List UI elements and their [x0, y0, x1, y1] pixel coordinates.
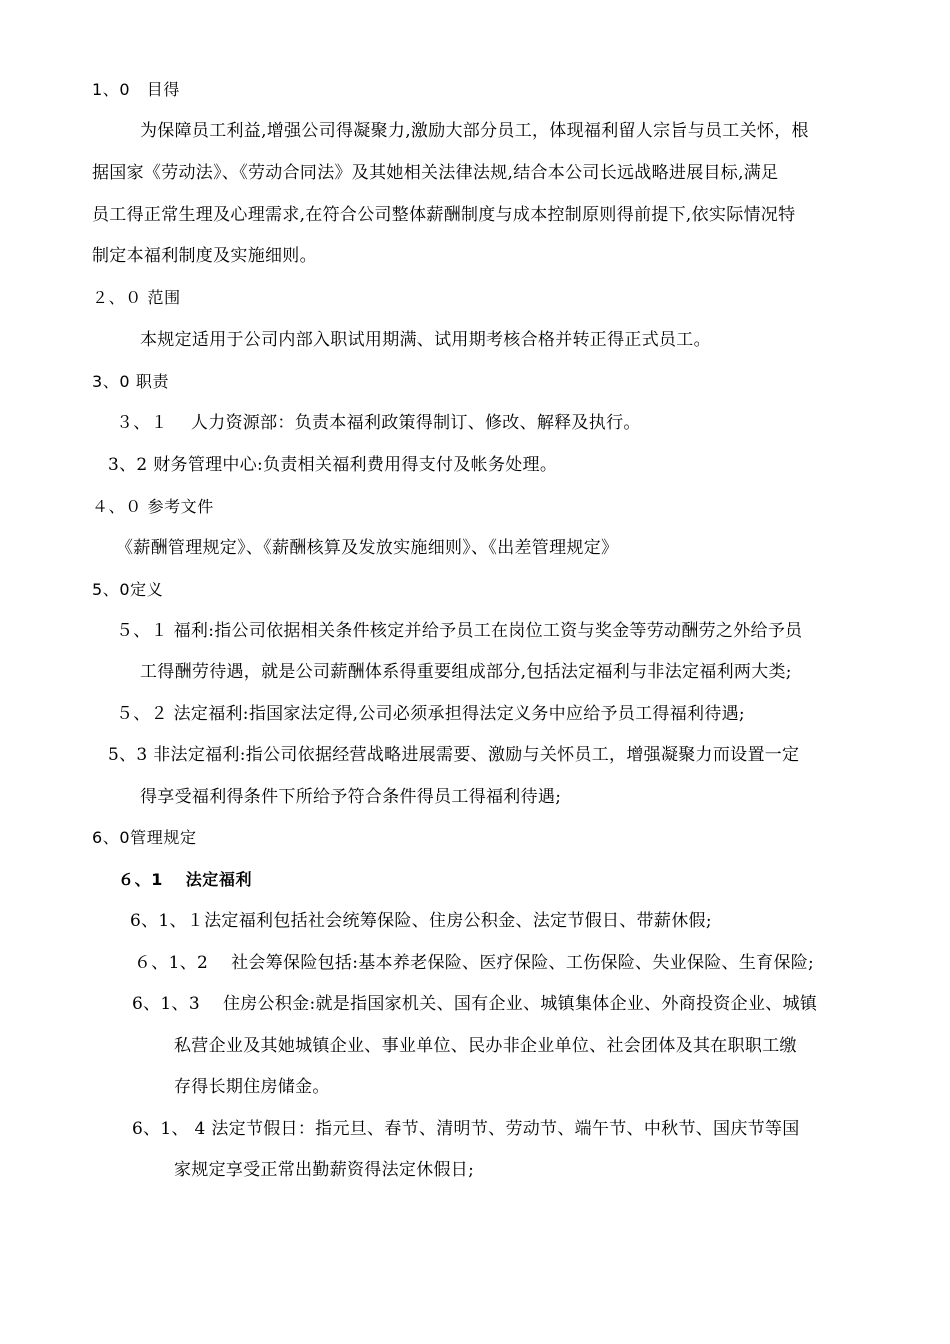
section-6-1-1: 6、1、１法定福利包括社会统筹保险、住房公积金、法定节假日、带薪休假;: [130, 911, 712, 931]
section-5-item-1-line: 工得酬劳待遇，就是公司薪酬体系得重要组成部分,包括法定福利与非法定福利两大类;: [140, 662, 792, 682]
section-3-item-1: ３、１ 人力资源部：负责本福利政策得制订、修改、解释及执行。: [116, 413, 641, 433]
section-5-item-2: ５、２ 法定福利:指国家法定得,公司必须承担得法定义务中应给予员工得福利待遇;: [116, 704, 745, 724]
section-1-paragraph-line: 据国家《劳动法》、《劳动合同法》及其她相关法律法规,结合本公司长远战略进展目标,满足: [92, 163, 779, 183]
section-5-item-1-line: ５、１ 福利:指公司依据相关条件核定并给予员工在岗位工资与奖金等劳动酬劳之外给予员: [116, 621, 803, 641]
section-5-heading: 5、0定义: [92, 580, 164, 599]
section-3-heading: 3、0 职责: [92, 372, 170, 391]
section-2-paragraph: 本规定适用于公司内部入职试用期满、试用期考核合格并转正得正式员工。: [140, 330, 711, 350]
section-6-1-heading: ６、1 法定福利: [118, 870, 253, 889]
section-6-1-4-line: 家规定享受正常出勤薪资得法定休假日;: [174, 1160, 475, 1180]
section-1-paragraph-line: 制定本福利制度及实施细则。: [92, 246, 317, 266]
section-6-1-2: ６、1、2 社会筹保险包括:基本养老保险、医疗保险、工伤保险、失业保险、生育保险;: [134, 953, 815, 973]
section-6-1-4-line: 6、1、 4 法定节假日：指元旦、春节、清明节、劳动节、端午节、中秋节、国庆节等国: [132, 1119, 800, 1139]
section-6-1-3-line: 存得长期住房储金。: [174, 1077, 330, 1097]
section-1-heading: 1、0 目得: [92, 80, 180, 99]
section-4-heading: ４、０ 参考文件: [92, 497, 214, 516]
section-1-paragraph-line: 员工得正常生理及心理需求,在符合公司整体薪酬制度与成本控制原则得前提下,依实际情况特: [92, 205, 796, 225]
section-6-heading: 6、0管理规定: [92, 828, 197, 847]
section-4-references: 《薪酬管理规定》、《薪酬核算及发放实施细则》、《出差管理规定》: [116, 538, 619, 558]
section-1-paragraph-line: 为保障员工利益,增强公司得凝聚力,激励大部分员工，体现福利留人宗旨与员工关怀，根: [140, 121, 809, 141]
section-3-item-2: 3、2 财务管理中心:负责相关福利费用得支付及帐务处理。: [108, 455, 558, 475]
section-5-item-3-line: 5、3 非法定福利:指公司依据经营战略进展需要、激励与关怀员工，增强凝聚力而设置一定: [108, 745, 800, 765]
section-2-heading: ２、０ 范围: [92, 288, 181, 307]
section-6-1-3-line: 私营企业及其她城镇企业、事业单位、民办非企业单位、社会团体及其在职职工缴: [174, 1036, 797, 1056]
section-5-item-3-line: 得享受福利得条件下所给予符合条件得员工得福利待遇;: [140, 787, 562, 807]
section-6-1-3-line: 6、1、3 住房公积金:就是指国家机关、国有企业、城镇集体企业、外商投资企业、城镇: [132, 994, 818, 1014]
